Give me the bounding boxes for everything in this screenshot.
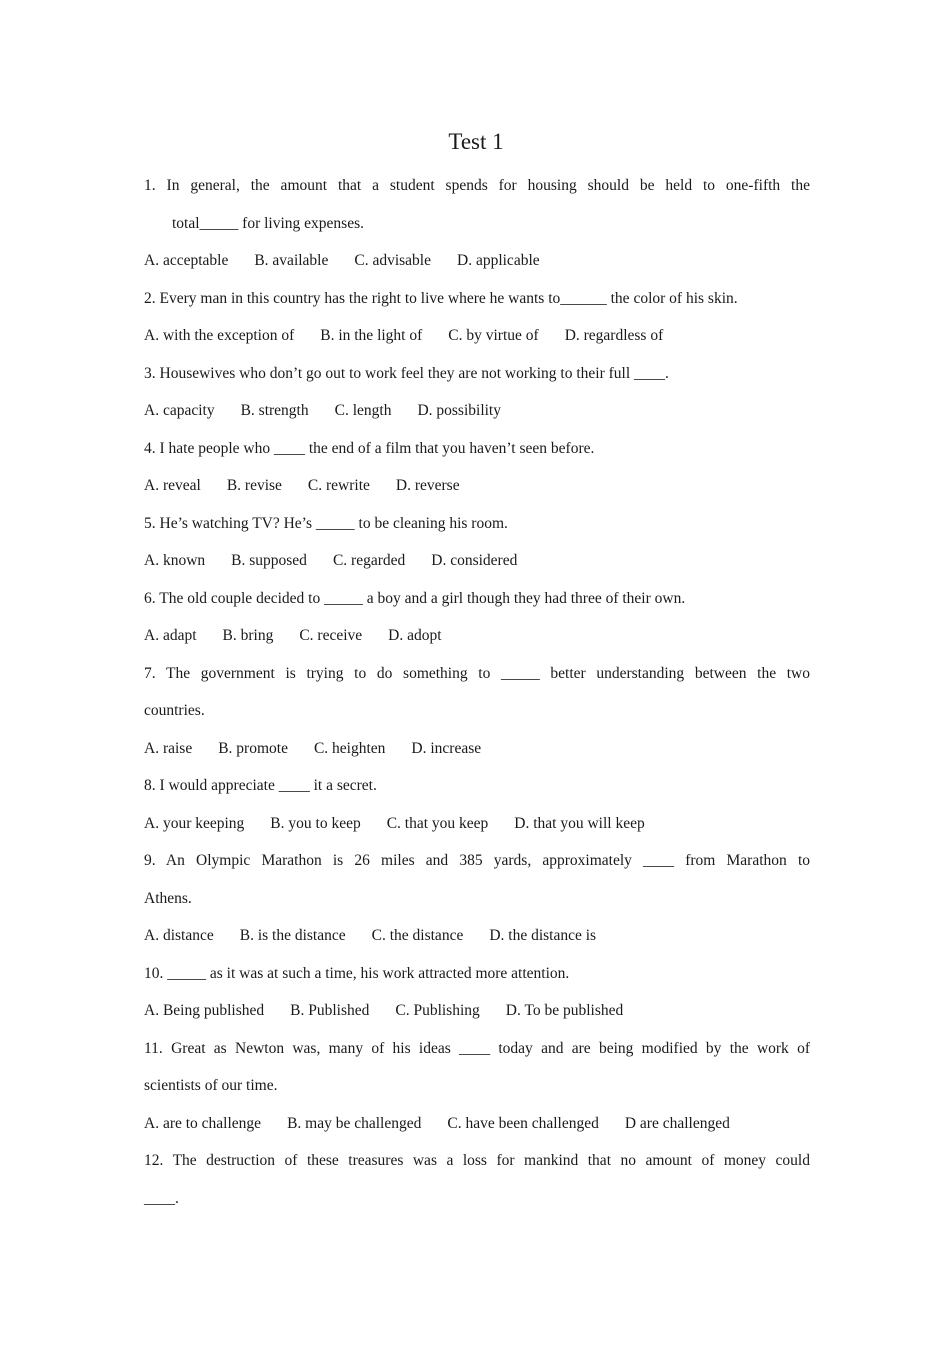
question-text: 6. The old couple decided to _____ a boy and a girl though they had three of their own. bbox=[144, 589, 686, 607]
answer-option: C. rewrite bbox=[307, 477, 370, 494]
answer-option: C. receive bbox=[299, 627, 363, 644]
answer-option: D. To be published bbox=[505, 1002, 624, 1019]
answer-option: A. distance bbox=[144, 927, 214, 944]
answer-option: A. raise bbox=[144, 739, 193, 757]
answer-option: B. bring bbox=[222, 627, 274, 644]
document-title: Test 1 bbox=[448, 129, 504, 154]
answer-option: D are challenged bbox=[624, 1114, 730, 1132]
question-text: 12. The destruction of these treasures was a loss for mankind that no amount of money could bbox=[144, 1152, 810, 1169]
question-text: 8. I would appreciate ____ it a secret. bbox=[144, 777, 377, 794]
answer-options bbox=[144, 997, 810, 1035]
answer-options bbox=[144, 1110, 810, 1148]
question-text: 4. I hate people who ____ the end of a film that you haven’t seen before. bbox=[144, 439, 595, 457]
question-text: 9. An Olympic Marathon is 26 miles and 385 yards, approximately ____ from Marathon to bbox=[144, 852, 810, 869]
answer-option: C. heighten bbox=[313, 739, 386, 757]
answer-options bbox=[144, 622, 810, 660]
answer-option: C. have been challenged bbox=[447, 1114, 599, 1132]
answer-option: D. possibility bbox=[417, 402, 501, 419]
answer-option: A. are to challenge bbox=[144, 1114, 262, 1132]
answer-option: C. advisable bbox=[354, 252, 431, 269]
answer-option: B. is the distance bbox=[239, 927, 346, 944]
question-text: 2. Every man in this country has the right to live where he wants to______ the color of his skin. bbox=[144, 289, 738, 307]
answer-options bbox=[144, 397, 810, 435]
question-text: Athens. bbox=[144, 889, 192, 907]
question-list bbox=[144, 172, 810, 1222]
question-text: countries. bbox=[144, 702, 205, 719]
question-text: 5. He’s watching TV? He’s _____ to be cleaning his room. bbox=[144, 514, 508, 532]
answer-option: D. the distance is bbox=[489, 927, 597, 944]
answer-option: B. supposed bbox=[231, 552, 307, 569]
question-text: 10. _____ as it was at such a time, his work attracted more attention. bbox=[144, 964, 570, 982]
answer-option: C. regarded bbox=[332, 552, 406, 569]
answer-option: A. with the exception of bbox=[144, 327, 295, 344]
answer-option: A. adapt bbox=[144, 627, 197, 644]
question-text: total_____ for living expenses. bbox=[172, 214, 364, 232]
answer-option: D. regardless of bbox=[564, 327, 664, 344]
answer-option: C. the distance bbox=[371, 927, 464, 944]
answer-option: A. acceptable bbox=[144, 252, 229, 269]
answer-option: B. Published bbox=[290, 1002, 370, 1019]
question-text: scientists of our time. bbox=[144, 1077, 278, 1094]
answer-option: A. your keeping bbox=[144, 814, 245, 832]
answer-option: A. Being published bbox=[144, 1002, 265, 1019]
answer-options bbox=[144, 547, 810, 585]
answer-option: D. applicable bbox=[457, 252, 540, 269]
answer-option: D. considered bbox=[431, 552, 518, 569]
answer-option: C. length bbox=[334, 402, 392, 419]
answer-option: A. reveal bbox=[144, 477, 201, 494]
answer-option: D. reverse bbox=[395, 477, 460, 494]
answer-option: C. by virtue of bbox=[448, 327, 539, 344]
answer-option: A. known bbox=[144, 552, 206, 569]
question-text: 11. Great as Newton was, many of his ideas ____ today and are being modified by the work of bbox=[144, 1039, 810, 1057]
question-text: 7. The government is trying to do something to _____ better understanding between the two bbox=[144, 664, 810, 682]
answer-option: B. revise bbox=[226, 477, 282, 494]
answer-option: D. increase bbox=[411, 739, 482, 757]
answer-option: C. Publishing bbox=[395, 1002, 480, 1019]
answer-option: B. strength bbox=[240, 402, 309, 419]
answer-options bbox=[144, 322, 810, 360]
answer-options bbox=[144, 735, 810, 773]
answer-option: B. in the light of bbox=[320, 327, 423, 344]
answer-options bbox=[144, 472, 810, 510]
answer-option: D. adopt bbox=[388, 627, 442, 644]
question-text: ____. bbox=[144, 1189, 179, 1207]
answer-options bbox=[144, 810, 810, 848]
answer-options bbox=[144, 922, 810, 960]
answer-option: D. that you will keep bbox=[514, 814, 645, 832]
question-text: 1. In general, the amount that a student spends for housing should be held to one-fifth the bbox=[144, 177, 810, 194]
answer-option: C. that you keep bbox=[386, 814, 489, 832]
answer-option: B. available bbox=[254, 252, 329, 269]
answer-option: B. may be challenged bbox=[287, 1114, 422, 1132]
answer-option: B. promote bbox=[218, 739, 288, 757]
question-text: 3. Housewives who don’t go out to work feel they are not working to their full ____. bbox=[144, 364, 669, 382]
answer-options bbox=[144, 247, 810, 285]
answer-option: A. capacity bbox=[144, 402, 215, 419]
answer-option: B. you to keep bbox=[270, 814, 361, 832]
